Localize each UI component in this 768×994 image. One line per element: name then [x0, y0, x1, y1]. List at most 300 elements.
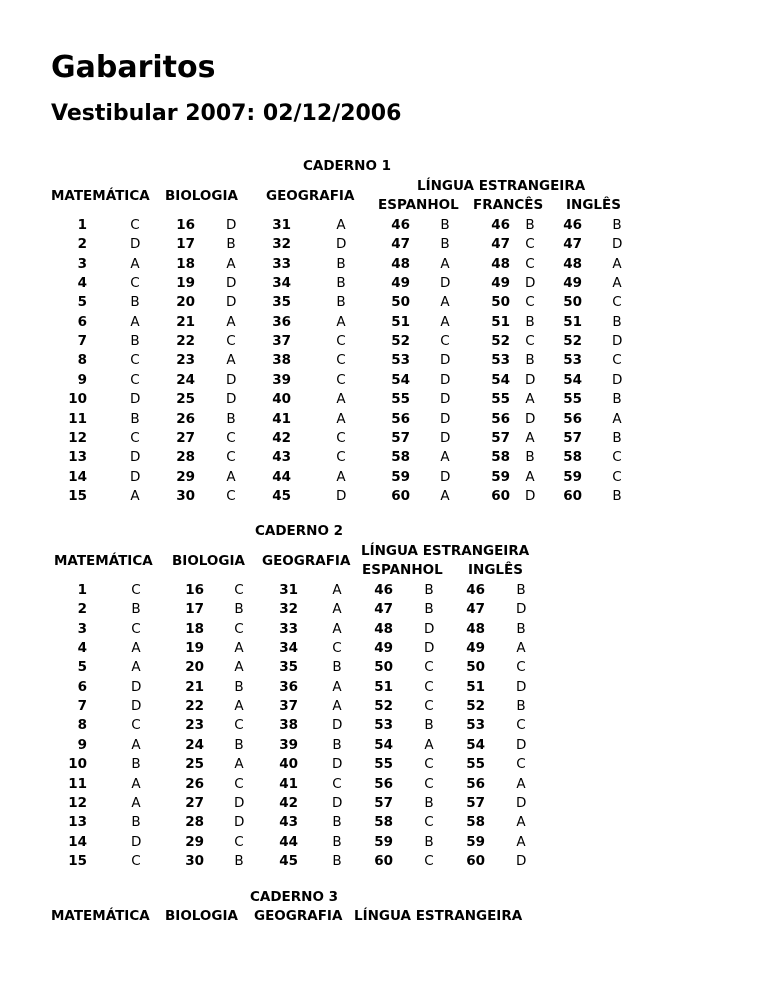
- question-number: 39: [272, 371, 291, 388]
- question-number: 58: [563, 449, 582, 466]
- answer-letter: B: [424, 601, 434, 618]
- answer-letter: A: [336, 468, 346, 485]
- answer-letter: A: [234, 698, 244, 715]
- answer-letter: C: [336, 449, 346, 466]
- answer-letter: C: [424, 814, 434, 831]
- answer-letter: A: [516, 833, 526, 850]
- answer-letter: D: [525, 410, 536, 427]
- answer-letter: A: [130, 255, 140, 272]
- question-number: 18: [176, 255, 195, 272]
- answer-letter: A: [440, 487, 450, 504]
- question-number: 36: [272, 313, 291, 330]
- question-number: 24: [185, 736, 204, 753]
- answer-letter: D: [234, 794, 245, 811]
- question-number: 54: [374, 736, 393, 753]
- answer-letter: A: [332, 620, 342, 637]
- question-number: 42: [279, 794, 298, 811]
- answer-letter: C: [332, 640, 342, 657]
- question-number: 22: [185, 698, 204, 715]
- question-number: 57: [466, 794, 485, 811]
- column-header-geografia: GEOGRAFIA: [266, 188, 355, 204]
- question-number: 9: [77, 736, 87, 753]
- question-number: 31: [279, 582, 298, 598]
- question-number: 59: [563, 468, 582, 485]
- column-header-lingua-estrangeira: LÍNGUA ESTRANGEIRA: [361, 543, 530, 559]
- answer-letter: D: [525, 487, 536, 504]
- answer-letter: D: [332, 794, 343, 811]
- question-number: 42: [272, 429, 291, 446]
- answer-letter: B: [525, 217, 535, 233]
- question-number: 59: [466, 833, 485, 850]
- answer-letter: A: [131, 736, 141, 753]
- answer-letter: B: [332, 736, 342, 753]
- answer-letter: C: [516, 756, 526, 773]
- question-number: 8: [77, 352, 87, 369]
- answer-letter: D: [440, 429, 451, 446]
- answer-letter: A: [516, 640, 526, 657]
- column-header-lingua-estrangeira: LÍNGUA ESTRANGEIRA: [417, 178, 586, 194]
- question-number: 19: [176, 275, 195, 292]
- answer-letter: D: [516, 678, 527, 695]
- question-number: 38: [272, 352, 291, 369]
- answer-letter: A: [131, 794, 141, 811]
- question-number: 51: [391, 313, 410, 330]
- answer-letter: A: [131, 640, 141, 657]
- question-number: 44: [272, 468, 291, 485]
- answer-letter: B: [612, 429, 622, 446]
- question-number: 35: [272, 294, 291, 311]
- section-title: CADERNO 2: [255, 523, 344, 539]
- question-number: 55: [466, 756, 485, 773]
- question-number: 51: [374, 678, 393, 695]
- question-number: 51: [466, 678, 485, 695]
- question-number: 48: [391, 255, 410, 272]
- question-number: 21: [176, 313, 195, 330]
- question-number: 48: [491, 255, 510, 272]
- answer-letter: A: [234, 756, 244, 773]
- answer-letter: B: [424, 582, 434, 598]
- question-number: 56: [391, 410, 410, 427]
- question-number: 58: [491, 449, 510, 466]
- column-header-geografia: GEOGRAFIA: [262, 553, 351, 569]
- question-number: 49: [391, 275, 410, 292]
- answer-letter: D: [516, 852, 527, 869]
- answer-letter: C: [424, 756, 434, 773]
- question-number: 47: [466, 601, 485, 618]
- question-number: 33: [272, 255, 291, 272]
- answer-letter: C: [130, 352, 140, 369]
- answer-letter: D: [226, 294, 237, 311]
- column-header-geografia: GEOGRAFIA: [254, 908, 343, 924]
- answer-letter: A: [612, 275, 622, 292]
- answer-letter: A: [131, 775, 141, 792]
- question-number: 23: [176, 352, 195, 369]
- answer-letter: D: [130, 236, 141, 253]
- question-number: 13: [68, 814, 87, 831]
- answer-letter: B: [516, 582, 526, 598]
- answer-letter: A: [234, 659, 244, 676]
- answer-letter: A: [130, 487, 140, 504]
- question-number: 57: [491, 429, 510, 446]
- question-number: 60: [466, 852, 485, 869]
- question-number: 47: [563, 236, 582, 253]
- answer-letter: D: [525, 371, 536, 388]
- answer-letter: B: [612, 313, 622, 330]
- question-number: 16: [185, 582, 204, 598]
- question-number: 53: [466, 717, 485, 734]
- answer-letter: D: [336, 487, 347, 504]
- answer-letter: C: [612, 294, 622, 311]
- question-number: 56: [491, 410, 510, 427]
- sub-header-espanhol: ESPANHOL: [362, 562, 443, 578]
- question-number: 59: [491, 468, 510, 485]
- question-number: 34: [279, 640, 298, 657]
- question-number: 49: [491, 275, 510, 292]
- answer-letter: C: [234, 833, 244, 850]
- answer-letter: D: [516, 736, 527, 753]
- answer-letter: D: [424, 640, 435, 657]
- answer-letter: C: [612, 468, 622, 485]
- question-number: 23: [185, 717, 204, 734]
- answer-letter: B: [612, 391, 622, 408]
- question-number: 52: [563, 333, 582, 350]
- question-number: 50: [391, 294, 410, 311]
- question-number: 53: [491, 352, 510, 369]
- answer-letter: A: [440, 313, 450, 330]
- answer-letter: B: [336, 255, 346, 272]
- question-number: 57: [563, 429, 582, 446]
- question-number: 8: [77, 717, 87, 734]
- question-number: 28: [185, 814, 204, 831]
- answer-letter: B: [234, 852, 244, 869]
- answer-letter: C: [336, 352, 346, 369]
- question-number: 25: [185, 756, 204, 773]
- question-number: 59: [374, 833, 393, 850]
- answer-letter: C: [612, 352, 622, 369]
- answer-letter: B: [336, 275, 346, 292]
- question-number: 11: [68, 775, 87, 792]
- question-number: 1: [77, 582, 87, 598]
- question-number: 14: [68, 468, 87, 485]
- question-number: 30: [185, 852, 204, 869]
- answer-letter: D: [131, 698, 142, 715]
- answer-letter: A: [234, 640, 244, 657]
- answer-letter: C: [131, 582, 141, 598]
- question-number: 14: [68, 833, 87, 850]
- question-number: 26: [185, 775, 204, 792]
- answer-letter: D: [440, 352, 451, 369]
- answer-letter: B: [516, 620, 526, 637]
- question-number: 57: [374, 794, 393, 811]
- question-number: 5: [77, 294, 87, 311]
- answer-letter: D: [226, 371, 237, 388]
- answer-letter: A: [336, 391, 346, 408]
- question-number: 18: [185, 620, 204, 637]
- question-number: 15: [68, 487, 87, 504]
- question-number: 1: [77, 217, 87, 233]
- question-number: 27: [185, 794, 204, 811]
- answer-letter: C: [336, 429, 346, 446]
- answer-letter: A: [440, 294, 450, 311]
- question-number: 21: [185, 678, 204, 695]
- answer-letter: B: [525, 449, 535, 466]
- answer-letter: D: [332, 756, 343, 773]
- answer-letter: A: [525, 391, 535, 408]
- answer-letter: A: [226, 352, 236, 369]
- answer-letter: D: [234, 814, 245, 831]
- answer-letter: B: [424, 717, 434, 734]
- answer-letter: D: [516, 794, 527, 811]
- question-number: 52: [391, 333, 410, 350]
- question-number: 7: [77, 698, 87, 715]
- answer-letter: B: [612, 487, 622, 504]
- question-number: 4: [77, 275, 87, 292]
- question-number: 55: [374, 756, 393, 773]
- answer-letter: B: [332, 833, 342, 850]
- question-number: 20: [176, 294, 195, 311]
- question-number: 60: [391, 487, 410, 504]
- answer-letter: C: [130, 429, 140, 446]
- question-number: 25: [176, 391, 195, 408]
- question-number: 31: [272, 217, 291, 233]
- question-number: 11: [68, 410, 87, 427]
- question-number: 54: [563, 371, 582, 388]
- answer-letter: D: [130, 391, 141, 408]
- question-number: 12: [68, 429, 87, 446]
- question-number: 41: [272, 410, 291, 427]
- question-number: 17: [185, 601, 204, 618]
- question-number: 46: [391, 217, 410, 233]
- answer-letter: C: [131, 852, 141, 869]
- question-number: 34: [272, 275, 291, 292]
- column-header-biologia: BIOLOGIA: [165, 908, 238, 924]
- question-number: 3: [77, 620, 87, 637]
- question-number: 53: [391, 352, 410, 369]
- question-number: 52: [491, 333, 510, 350]
- answer-letter: C: [226, 487, 236, 504]
- answer-letter: C: [525, 255, 535, 272]
- column-header-biologia: BIOLOGIA: [172, 553, 245, 569]
- question-number: 53: [374, 717, 393, 734]
- answer-letter: C: [130, 217, 140, 233]
- question-number: 60: [491, 487, 510, 504]
- answer-letter: D: [612, 371, 623, 388]
- answer-letter: C: [424, 698, 434, 715]
- sub-header-ingles: INGLÊS: [566, 197, 621, 213]
- question-number: 48: [374, 620, 393, 637]
- question-number: 47: [391, 236, 410, 253]
- answer-letter: A: [336, 217, 346, 233]
- question-number: 2: [77, 601, 87, 618]
- answer-letter: B: [131, 601, 141, 618]
- answer-letter: C: [424, 852, 434, 869]
- question-number: 55: [491, 391, 510, 408]
- question-number: 28: [176, 449, 195, 466]
- answer-letter: C: [440, 333, 450, 350]
- question-number: 12: [68, 794, 87, 811]
- answer-letter: B: [234, 678, 244, 695]
- answer-letter: C: [226, 449, 236, 466]
- answer-letter: D: [612, 236, 623, 253]
- answer-letter: B: [525, 352, 535, 369]
- question-number: 49: [374, 640, 393, 657]
- question-number: 60: [374, 852, 393, 869]
- question-number: 16: [176, 217, 195, 233]
- question-number: 43: [272, 449, 291, 466]
- answer-letter: A: [336, 313, 346, 330]
- answer-letter: D: [440, 468, 451, 485]
- question-number: 57: [391, 429, 410, 446]
- column-header-matematica: MATEMÁTICA: [54, 553, 153, 569]
- question-number: 54: [391, 371, 410, 388]
- question-number: 48: [466, 620, 485, 637]
- answer-letter: C: [424, 678, 434, 695]
- question-number: 49: [563, 275, 582, 292]
- question-number: 10: [68, 391, 87, 408]
- answer-letter: B: [424, 794, 434, 811]
- question-number: 56: [374, 775, 393, 792]
- answer-letter: B: [516, 698, 526, 715]
- question-number: 33: [279, 620, 298, 637]
- answer-letter: A: [332, 678, 342, 695]
- answer-letter: D: [440, 275, 451, 292]
- question-number: 29: [185, 833, 204, 850]
- answer-letter: D: [525, 275, 536, 292]
- question-number: 29: [176, 468, 195, 485]
- answer-letter: A: [424, 736, 434, 753]
- question-number: 39: [279, 736, 298, 753]
- question-number: 37: [272, 333, 291, 350]
- question-number: 6: [77, 313, 87, 330]
- answer-letter: D: [612, 333, 623, 350]
- question-number: 54: [491, 371, 510, 388]
- answer-letter: C: [226, 429, 236, 446]
- question-number: 60: [563, 487, 582, 504]
- question-number: 50: [466, 659, 485, 676]
- answer-letter: B: [234, 736, 244, 753]
- question-number: 52: [466, 698, 485, 715]
- answer-letter: A: [336, 410, 346, 427]
- question-number: 50: [491, 294, 510, 311]
- answer-letter: B: [612, 217, 622, 233]
- answer-letter: A: [226, 313, 236, 330]
- answer-letter: B: [130, 410, 140, 427]
- question-number: 37: [279, 698, 298, 715]
- answer-letter: A: [612, 255, 622, 272]
- answer-letter: A: [612, 410, 622, 427]
- question-number: 41: [279, 775, 298, 792]
- answer-letter: A: [440, 449, 450, 466]
- sub-header-espanhol: ESPANHOL: [378, 197, 459, 213]
- question-number: 13: [68, 449, 87, 466]
- answer-letter: C: [336, 333, 346, 350]
- question-number: 9: [77, 371, 87, 388]
- answer-letter: B: [336, 294, 346, 311]
- answer-letter: D: [332, 717, 343, 734]
- answer-letter: D: [226, 275, 237, 292]
- answer-letter: C: [130, 371, 140, 388]
- answer-letter: C: [332, 775, 342, 792]
- answer-letter: B: [226, 236, 236, 253]
- question-number: 45: [279, 852, 298, 869]
- answer-letter: A: [130, 313, 140, 330]
- question-number: 32: [272, 236, 291, 253]
- answer-letter: B: [131, 814, 141, 831]
- question-number: 2: [77, 236, 87, 253]
- question-number: 32: [279, 601, 298, 618]
- answer-letter: C: [226, 333, 236, 350]
- question-number: 36: [279, 678, 298, 695]
- question-number: 27: [176, 429, 195, 446]
- answer-letter: D: [336, 236, 347, 253]
- column-header-matematica: MATEMÁTICA: [51, 908, 150, 924]
- answer-letter: A: [226, 468, 236, 485]
- question-number: 58: [391, 449, 410, 466]
- question-number: 22: [176, 333, 195, 350]
- question-number: 20: [185, 659, 204, 676]
- question-number: 15: [68, 852, 87, 869]
- answer-letter: D: [130, 468, 141, 485]
- question-number: 56: [466, 775, 485, 792]
- question-number: 46: [374, 582, 393, 598]
- answer-letter: A: [516, 814, 526, 831]
- question-number: 7: [77, 333, 87, 350]
- answer-letter: B: [226, 410, 236, 427]
- question-number: 46: [491, 217, 510, 233]
- section-title: CADERNO 3: [250, 889, 339, 905]
- question-number: 50: [374, 659, 393, 676]
- answer-letter: B: [440, 236, 450, 253]
- answer-letter: D: [131, 678, 142, 695]
- question-number: 38: [279, 717, 298, 734]
- column-header-matematica: MATEMÁTICA: [51, 188, 150, 204]
- question-number: 43: [279, 814, 298, 831]
- answer-letter: B: [440, 217, 450, 233]
- answer-letter: C: [516, 659, 526, 676]
- answer-letter: C: [424, 659, 434, 676]
- answer-letter: B: [234, 601, 244, 618]
- question-number: 46: [466, 582, 485, 598]
- question-number: 50: [563, 294, 582, 311]
- answer-letter: C: [525, 236, 535, 253]
- question-number: 45: [272, 487, 291, 504]
- question-number: 53: [563, 352, 582, 369]
- question-number: 3: [77, 255, 87, 272]
- sub-header-ingles: INGLÊS: [468, 562, 523, 578]
- answer-letter: A: [332, 582, 342, 598]
- question-number: 40: [272, 391, 291, 408]
- answer-letter: A: [226, 255, 236, 272]
- question-number: 26: [176, 410, 195, 427]
- answer-letter: C: [525, 333, 535, 350]
- question-number: 24: [176, 371, 195, 388]
- answer-letter: C: [131, 620, 141, 637]
- sub-header-frances: FRANCÊS: [473, 197, 544, 213]
- answer-letter: C: [234, 620, 244, 637]
- question-number: 6: [77, 678, 87, 695]
- answer-letter: C: [131, 717, 141, 734]
- answer-letter: B: [332, 814, 342, 831]
- question-number: 58: [374, 814, 393, 831]
- column-header-lingua-estrangeira: LÍNGUA ESTRANGEIRA: [354, 908, 523, 924]
- answer-letter: D: [131, 833, 142, 850]
- question-number: 17: [176, 236, 195, 253]
- answer-letter: C: [130, 275, 140, 292]
- answer-letter: A: [131, 659, 141, 676]
- column-header-biologia: BIOLOGIA: [165, 188, 238, 204]
- question-number: 44: [279, 833, 298, 850]
- answer-letter: C: [234, 775, 244, 792]
